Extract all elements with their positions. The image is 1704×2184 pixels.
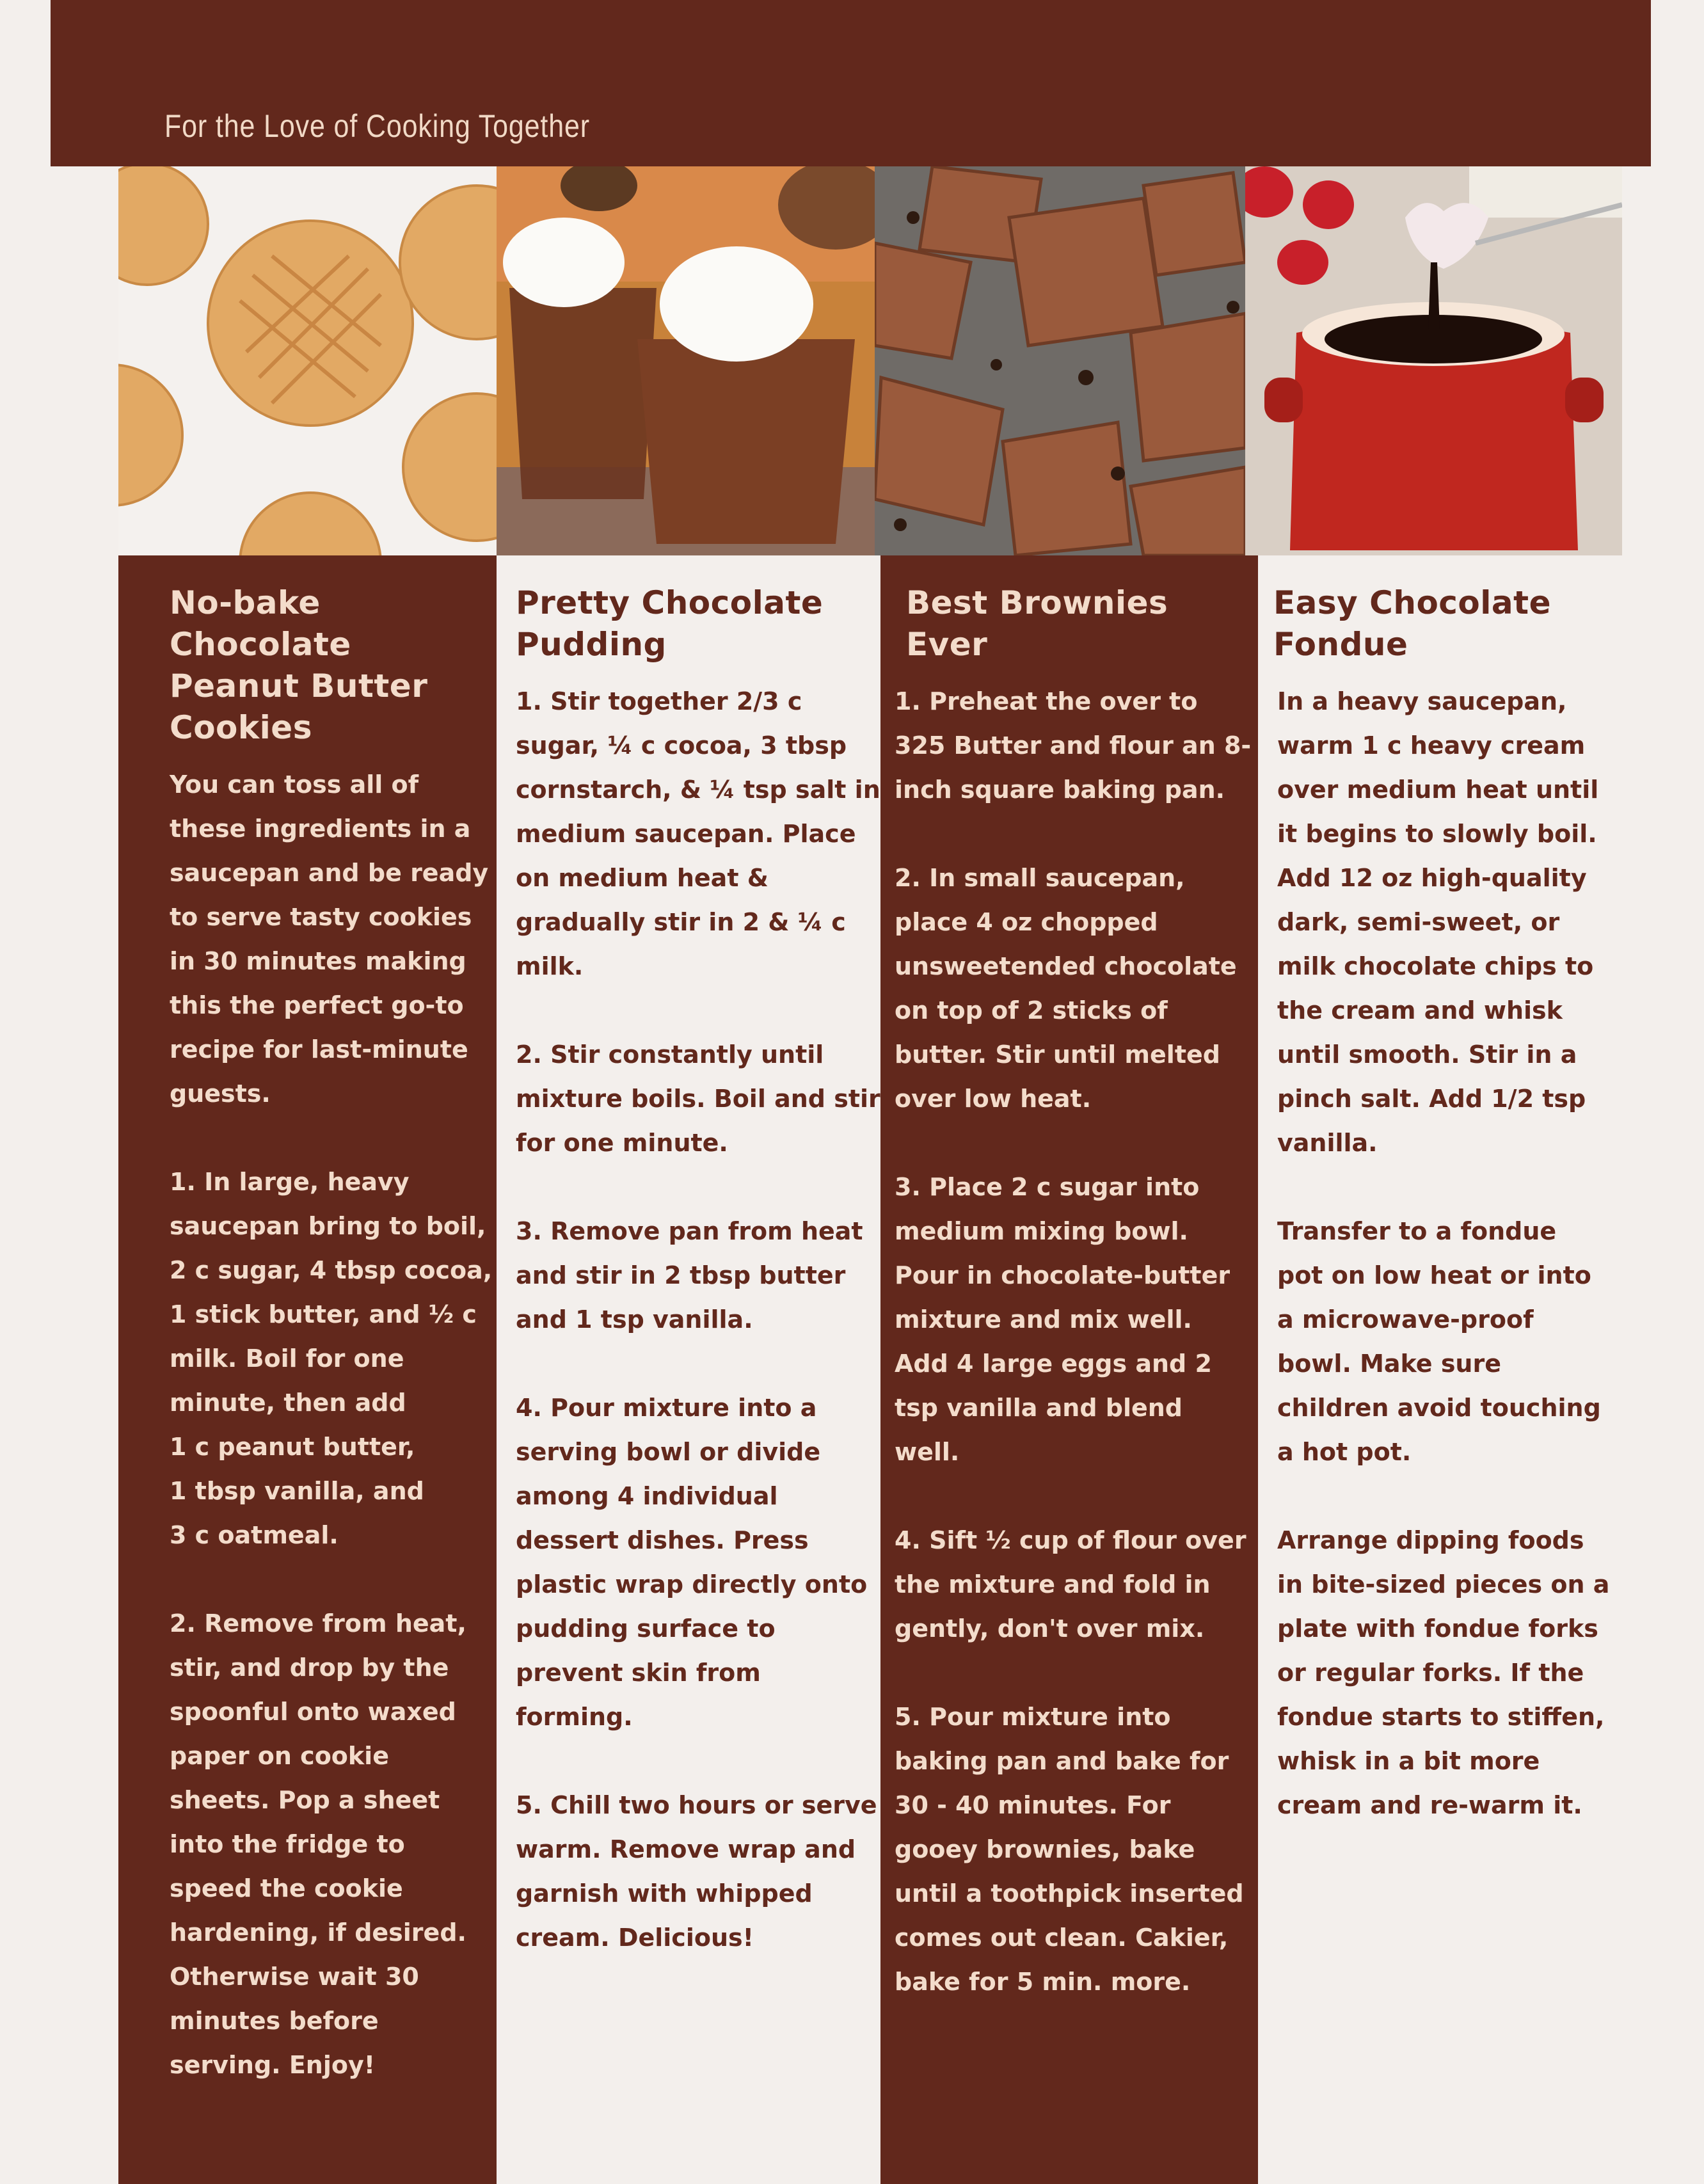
recipe-title: No-bake Chocolate Peanut Butter Cookies — [170, 584, 428, 746]
recipe-text: You can toss all of these ingredients in a saucepan and be ready to serve tasty cookies in 30 minutes making this the perfect go-to recipe for last-minute guests. 1. In large, heavy saucepan bring to boil, 2 c sugar, 4 tbsp cocoa, 1 stick butter, and ½ c milk. Boil for one minute, then add 1 c peanut butter, 1 tbsp vanilla, and 3 c oatmeal. 2. Remove from heat, stir, and drop by the spoonful onto waxed paper on cookie sheets. Pop a sheet into the fridge to speed the cookie hardening, if desired. Otherwise wait 30 minutes before serving. Enjoy! — [170, 770, 493, 2079]
peanut-butter-cookies-photo — [118, 166, 497, 555]
recipe-title: Best Brownies Ever — [906, 584, 1168, 663]
chocolate-fondue-photo — [1245, 166, 1622, 555]
header-band — [51, 0, 1651, 166]
brownies-photo — [875, 166, 1245, 555]
recipe-column-fondue — [1258, 555, 1626, 2184]
recipe-column-pudding — [497, 555, 880, 2184]
recipe-column-cookies — [118, 555, 497, 2184]
recipe-text: In a heavy saucepan, warm 1 c heavy cream over medium heat until it begins to slowly boil. Add 12 oz high-quality dark, semi-sweet, or milk chocolate chips to the cream and whisk until smooth. Stir in a pinch salt. Add 1/2 tsp vanilla. Transfer to a fondue pot on low heat or into a microwave-proof bowl. Make sure children avoid touching a hot pot. Arrange dipping foods in bite-sized pieces on a plate with fondue forks or regular forks. If the fondue starts to stiffen, whisk in a bit more cream and re-warm it. — [1277, 687, 1610, 1819]
recipe-text: 1. Preheat the over to 325 Butter and flour an 8-inch square baking pan. 2. In small saucepan, place 4 oz chopped unsweetended chocolate on top of 2 sticks of butter. Stir until melted over low heat. 3. Place 2 c sugar into medium mixing bowl. Pour in chocolate-butter mixture and mix well. Add 4 large eggs and 2 tsp vanilla and blend well. 4. Sift ½ cup of flour over the mixture and fold in gently, don't over mix. 5. Pour mixture into baking pan and bake for 30 - 40 minutes. For gooey brownies, bake until a toothpick inserted comes out clean. Cakier, bake for 5 min. more. — [895, 687, 1252, 1996]
recipe-text: 1. Stir together 2/3 c sugar, ¼ c cocoa, 3 tbsp cornstarch, & ¼ tsp salt in medium saucepan. Place on medium heat & gradually stir in 2 & ¼ c milk. 2. Stir constantly until mixture boils. Boil and stir for one minute. 3. Remove pan from heat and stir in 2 tbsp butter and 1 tsp vanilla. 4. Pour mixture into a serving bowl or divide among 4 individual dessert dishes. Press plastic wrap directly onto pudding surface to prevent skin from forming. 5. Chill two hours or serve warm. Remove wrap and garnish with whipped cream. Delicious! — [516, 687, 880, 1952]
chocolate-pudding-photo — [497, 166, 875, 555]
recipe-title: Pretty Chocolate Pudding — [516, 584, 824, 663]
page-title: For the Love of Cooking Together — [164, 108, 590, 144]
recipe-column-brownies — [880, 555, 1258, 2184]
recipe-title: Easy Chocolate Fondue — [1273, 584, 1551, 663]
